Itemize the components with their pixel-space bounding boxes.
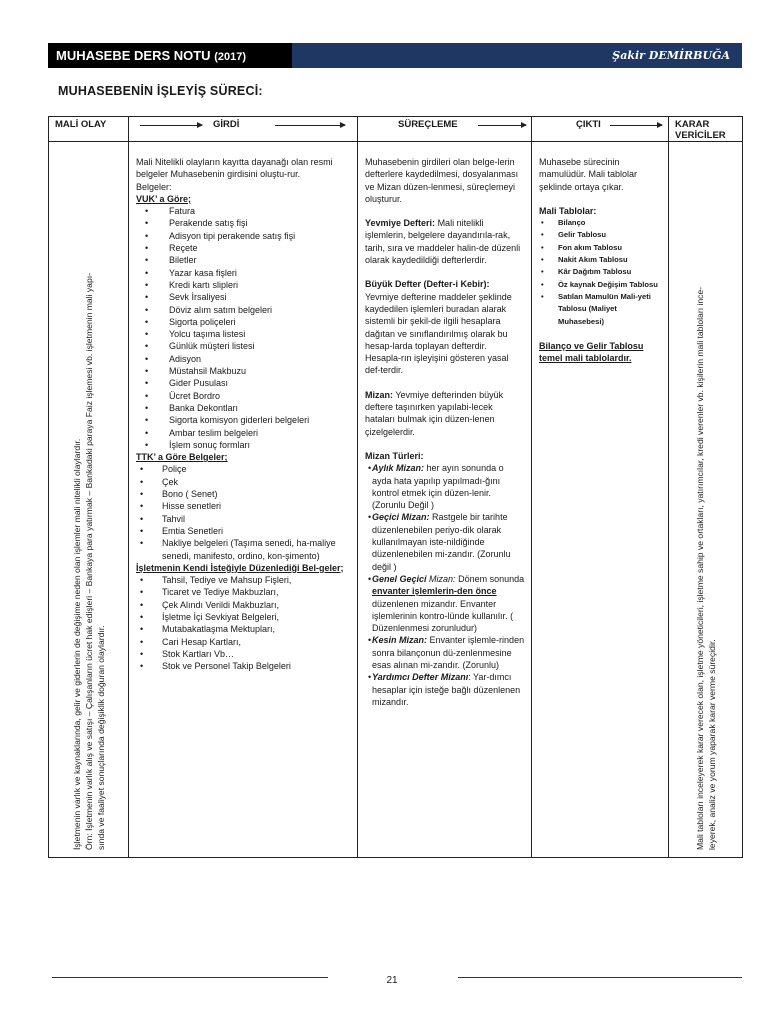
yardimci-text: : Yar-dımcı hesaplar için isteğe bağlı düzenlenen mizandır. [372, 672, 521, 707]
list-item: • Fatura [136, 205, 351, 217]
list-item: • Kâr Dağıtım Tablosu [539, 266, 662, 278]
col-label-surecleme: SÜREÇLEME [398, 119, 458, 130]
list-item: • Sevk İrsaliyesi [136, 291, 351, 303]
gecici-text: Rastgele bir tarihte düzenlenebilen periyo-dik olarak kullanılmayan iste-nildiğinde düzenlenebilen mi-zandır. (Zorunlu değil ) [372, 512, 511, 572]
mizan-text: Yevmiye defterinden büyük deftere taşınırken yapılabi-lecek hataları bulmak için düzen-lenen çizelgelerdir. [365, 389, 504, 437]
mizan-paragraph [365, 389, 525, 438]
genel-text-1: Dönem sonunda [458, 573, 525, 584]
page-header-bar [48, 43, 742, 68]
ttk-list [136, 463, 351, 561]
process-table [48, 116, 743, 858]
aylik-text: her ayın sonunda o ayda hata yapılıp yapılmadı-ğını kontrol etmek için düzen-lenir. (Zorunlu Değil ) [372, 463, 504, 511]
yevmiye-paragraph [365, 217, 525, 266]
genel-label: Genel Geçici [372, 573, 427, 584]
list-item: • İşlem sonuç formları [136, 439, 351, 451]
arrow-icon [140, 125, 202, 126]
list-item: • Döviz alım satım belgeleri [136, 304, 351, 316]
list-item: • Adisyon [136, 353, 351, 365]
list-item: • Banka Dekontları [136, 402, 351, 414]
buyuk-text: Yevmiye defterine maddeler şeklinde kaydedilen işlemleri buradan alarak sistemli bir şekil-de ilgili hesaplara dağıtan ve sınıflandırılmış olarak bu hesap-larda toplayan defterdir. Hesapla-rın işleyişini gösteren yasal def-terdir. [365, 291, 512, 376]
col-label-mali-olay: MALİ OLAY [55, 119, 107, 130]
list-item [359, 634, 525, 671]
header-girdi [129, 117, 358, 142]
list-item: • Bilanço [539, 217, 662, 229]
karar-vertical-text [694, 150, 718, 850]
mali-olay-line-3: sında ve faaliyet sonuçlarında değişiklik doğuran olaylardır. [95, 624, 106, 850]
kesin-label: Kesin Mizan: [372, 635, 428, 646]
list-item: • Nakliye belgeleri (Taşıma senedi, ha-maliye senedi, manifesto, ordino, kon-şimento) [136, 537, 351, 562]
list-item [359, 462, 525, 511]
header-author: Şakir DEMİRBUĞA [612, 49, 730, 62]
vuk-list [136, 205, 351, 451]
list-item: • Yolcu taşıma listesi [136, 328, 351, 340]
header-mali-olay [49, 117, 129, 142]
list-item: • Satılan Mamulün Mali-yeti Tablosu (Maliyet Muhasebesi) [539, 291, 662, 328]
cell-karar [669, 142, 743, 858]
list-item: • Ticaret ve Tediye Makbuzları, [136, 586, 351, 598]
yevmiye-label: Yevmiye Defteri: [365, 218, 436, 229]
list-item: • Ücret Bordro [136, 390, 351, 402]
list-item: • Kredi kartı slipleri [136, 279, 351, 291]
aylik-label: Aylık Mizan: [372, 463, 425, 474]
list-item: • Hisse senetleri [136, 500, 351, 512]
header-title: MUHASEBE DERS NOTU [56, 48, 211, 63]
gecici-label: Geçici Mizan: [372, 512, 430, 523]
header-title-block [48, 43, 292, 68]
list-item: • Perakende satış fişi [136, 217, 351, 229]
footer-rule-right [458, 977, 742, 978]
col-label-girdi: GİRDİ [213, 119, 240, 130]
mizan-types-list [359, 462, 525, 708]
list-item: • Müstahsil Makbuzu [136, 365, 351, 377]
list-item: • Gelir Tablosu [539, 229, 662, 241]
cell-surecleme [358, 142, 532, 858]
surecleme-intro: Muhasebenin girdileri olan belge-lerin defterlere kaydedilmesi, dosyalanması ve Mizan düzen-lenmesi, süreçlemeyi oluşturur. [365, 157, 519, 204]
belgeler-label: Belgeler: [136, 181, 172, 192]
genel-underlined: envanter işlemlerin-den önce [372, 586, 497, 597]
list-item: • Stok Kartları Vb… [136, 648, 351, 660]
mali-tablolar-label: Mali Tablolar: [539, 205, 597, 216]
genel-text-2: düzenlenen mizandır. Envanter işlemlerinin kontro-lünde kullanılır. ( Düzenlenmesi zorunludur) [372, 598, 514, 634]
list-item: • Biletler [136, 254, 351, 266]
col-label-cikti: ÇIKTI [576, 119, 601, 130]
list-item: • Yazar kasa fişleri [136, 267, 351, 279]
cell-girdi [129, 142, 358, 858]
list-item: • Çek Alındı Verildi Makbuzları, [136, 599, 351, 611]
mali-olay-line-2: Örn: İşletmenin varlık alış ve satışı – Çalışanların ücret hak edişleri – Bankaya para yatırmak – Bankadaki paraya Faiz işlemesi vb. işletmenin mali yapı- [83, 272, 94, 850]
list-item: • Poliçe [136, 463, 351, 475]
mali-olay-line-1: İşletmenin varlık ve kaynaklarında, gelir ve giderlerin de değişime neden olan işlemler mali nitelikli olaylardır. [71, 438, 82, 850]
cikti-intro: Muhasebe sürecinin mamulüdür. Mali tablolar şeklinde ortaya çıkar. [539, 157, 638, 192]
karar-line-2: leyerek, analiz ve yorum yaparak karar verme süreçidir. [706, 638, 717, 850]
genel-label-2: Mizan: [429, 573, 456, 584]
arrow-icon [610, 125, 662, 126]
kendi-title: İşletmenin Kendi İsteğiyle Düzenlediği Bel-geler; [136, 562, 344, 573]
header-karar [669, 117, 743, 142]
list-item [359, 671, 525, 708]
mali-tablolar-list [539, 217, 662, 328]
arrow-icon [478, 125, 526, 126]
list-item: • Gider Pusulası [136, 377, 351, 389]
list-item: • Adisyon tipi perakende satış fişi [136, 230, 351, 242]
vuk-title: VUK’ a Göre; [136, 193, 192, 204]
page-number: 21 [386, 975, 398, 986]
mali-olay-vertical-text [71, 150, 107, 850]
list-item: • Öz kaynak Değişim Tablosu [539, 279, 662, 291]
cikti-summary: Bilanço ve Gelir Tablosu temel mali tablolardır. [539, 340, 644, 364]
header-cikti [532, 117, 669, 142]
footer-rule-left [52, 977, 328, 978]
ttk-title: TTK’ a Göre Belgeler; [136, 452, 228, 463]
header-surecleme [358, 117, 532, 142]
table-header-row [49, 117, 743, 142]
list-item: • Sigorta komisyon giderleri belgeleri [136, 414, 351, 426]
list-item [359, 511, 525, 572]
list-item: • Bono ( Senet) [136, 488, 351, 500]
list-item: • Tahvil [136, 513, 351, 525]
list-item: • Nakit Akım Tablosu [539, 254, 662, 266]
yevmiye-text: Mali nitelikli işlemlerin, belgelere dayandırıla-rak, tarih, sıra ve maddeler halin-de düzenli olarak kaydedildiği defterlerdir. [365, 218, 521, 266]
list-item [359, 573, 525, 634]
list-item: • Ambar teslim belgeleri [136, 427, 351, 439]
girdi-intro: Mali Nitelikli olayların kayıtta dayanağı olan resmi belgeler Muhasebenin girdisini oluştu-rur. [136, 157, 333, 180]
cell-mali-olay [49, 142, 129, 858]
kesin-text: Envanter işlemle-rinden sonra bilançonun dü-zenlenmesine esas alınan mi-zandır. (Zorunlu) [372, 635, 525, 670]
section-title: MUHASEBENİN İŞLEYİŞ SÜRECİ: [58, 84, 263, 98]
mizan-turleri-label: Mizan Türleri: [365, 450, 424, 461]
cell-cikti [532, 142, 669, 858]
mizan-label: Mizan: [365, 389, 393, 400]
list-item: • Stok ve Personel Takip Belgeleri [136, 660, 351, 672]
list-item: • Emtia Senetleri [136, 525, 351, 537]
list-item: • Tahsil, Tediye ve Mahsup Fişleri, [136, 574, 351, 586]
list-item: • Fon akım Tablosu [539, 242, 662, 254]
list-item: • Cari Hesap Kartları, [136, 636, 351, 648]
karar-line-1: Mali tabloları inceleyerek karar verecek olan, işletme yöneticileri, işletme sahip ve ortakları, yatırımcılar, kredi verenler vb. kişilerin mali tabloları ince- [694, 286, 705, 850]
arrow-icon [275, 125, 345, 126]
list-item: • Çek [136, 476, 351, 488]
col-label-karar: KARAR VERİCİLER [675, 119, 726, 141]
list-item: • Günlük müşteri listesi [136, 340, 351, 352]
buyuk-label: Büyük Defter (Defter-i Kebir): [365, 279, 490, 290]
list-item: • Reçete [136, 242, 351, 254]
table-body-row [49, 142, 743, 858]
list-item: • İşletme İçi Sevkiyat Belgeleri, [136, 611, 351, 623]
kendi-list [136, 574, 351, 672]
header-year: (2017) [214, 51, 246, 63]
list-item: • Sigorta poliçeleri [136, 316, 351, 328]
list-item: • Mutabakatlaşma Mektupları, [136, 623, 351, 635]
yardimci-label: Yardımcı Defter Mizanı [372, 672, 469, 683]
